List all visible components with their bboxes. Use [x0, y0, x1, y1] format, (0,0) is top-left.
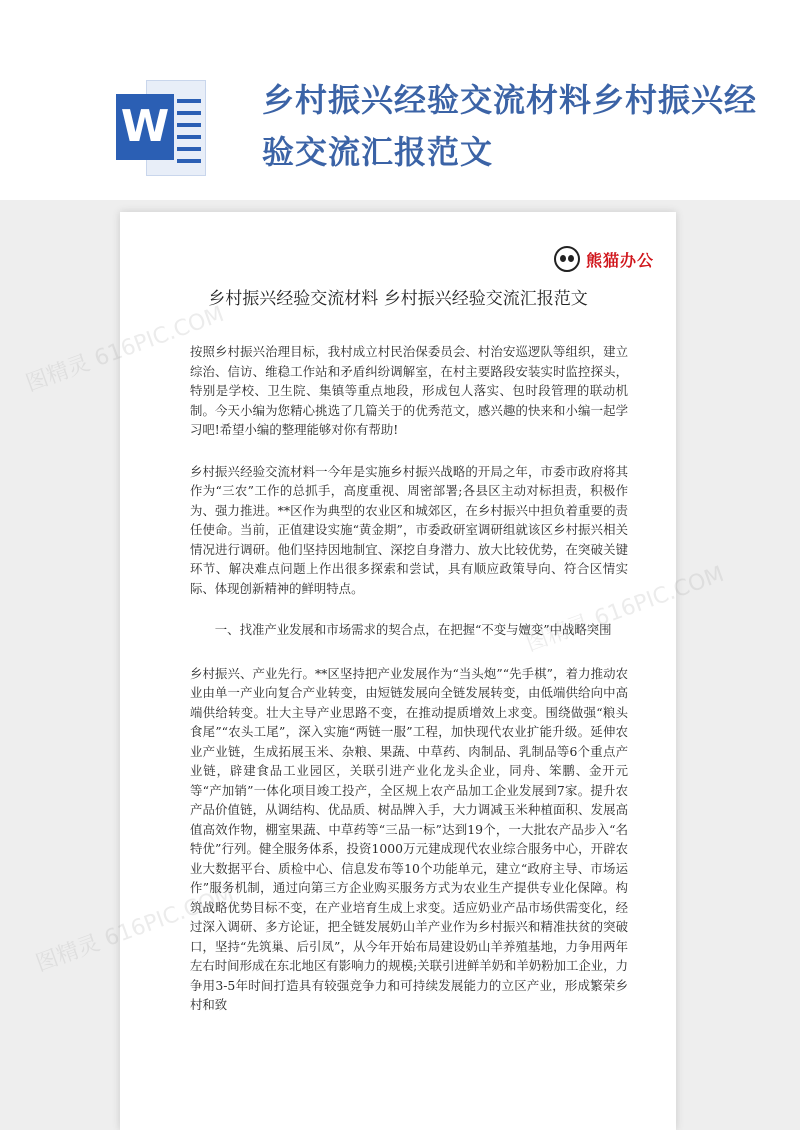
paragraph: 乡村振兴经验交流材料一今年是实施乡村振兴战略的开局之年，市委市政府将其作为“三农”工作的总抓手，高度重视、周密部署;各县区主动对标担责，积极作为、强力推进。**区作为典型的农业区和城郊区，在乡村振兴中担负着重要的责任使命。当前，正值建设实施“黄金期”，市委政研室调研组就该区乡村振兴相关情况进行调研。他们坚持因地制宜、深挖自身潜力、放大比较优势，在突破关键环节、解决难点问题上作出很多探索和尝试，具有顺应政策导向、符合区情实际、体现创新精神的鲜明特点。 — [190, 463, 628, 596]
panda-icon — [554, 246, 580, 272]
intro-paragraph: 按照乡村振兴治理目标，我村成立村民治保委员会、村治安巡逻队等组织，建立综治、信访、维稳工作站和矛盾纠纷调解室，在村主要路段安装实时监控探头，特别是学校、卫生院、集镇等重点地段，形成包人落实、包时段管理的联动机制。今天小编为您精心挑选了几篇关于的优秀范文，感兴趣的快来和小编一起学习吧!希望小编的整理能够对你有帮助! — [190, 344, 628, 437]
word-icon — [116, 80, 206, 176]
document-page: 图精灵 616PIC.COM 图精灵 616PIC.COM 图精灵 616PIC.COM 熊猫办公 乡村振兴经验交流材料 乡村振兴经验交流汇报范文 按照乡村振兴治理目标，我村成立村民治保委员会、村治安巡逻队等组织，建立综治、信访、维稳工作站和矛盾纠纷调解室，在村主要路段安装实时监控探头，特别是学校、卫生院、集镇等重点地段，形成包人落实、包时段管理的联动机制。今天小编为您精心挑选了几篇关于的优秀范文，感兴趣的快来和小编一起学习吧!希望小编的整理能够对你有帮助! 乡村振兴经验交流材料一今年是实施乡村振兴战略的开局之年，市委市政府将其作为“三农”工作的总抓手，高度重视、周密部署;各县区主动对标担责，积极作为、强力推进。**区作为典型的农业区和城郊区，在乡村振兴中担负着重要的责任使命。当前，正值建设实施“黄金期”，市委政研室调研组就该区乡村振兴相关情况进行调研。他们坚持因地制宜、深挖自身潜力、放大比较优势，在突破关键环节、解决难点问题上作出很多探索和尝试，具有顺应政策导向、符合区情实际、体现创新精神的鲜明特点。 一、找准产业发展和市场需求的契合点，在把握“不变与嬗变”中战略突围 乡村振兴、产业先行。**区坚持把产业发展作为“当头炮”“先手棋”，着力推动农业由单一产业向复合产业转变，由短链发展向全链发展转变，由低端供给向中高端供给转变。壮大主导产业思路不变，在推动提质增效上求变。围绕做强“粮头食尾”“农头工尾”，深入实施“两链一服”工程，加快现代农业扩能升级。延伸农业产业链，生成拓展玉米、杂粮、果蔬、中草药、肉制品、乳制品等6个重点产业链，辟建食品工业园区，关联引进产业化龙头企业，同舟、笨鹏、金开元等“产加销”一体化项目竣工投产，全区规上农产品加工企业发展到7家。提升农产品价值链，从调结构、优品质、树品牌入手，大力调减玉米种植面积、发展高值高效作物，棚室果蔬、中草药等“三品一标”达到19个，一大批农产品步入“名特优”行列。健全服务体系，投资1000万元建成现代农业综合服务中心，开辟农业大数据平台、质检中心、信息发布等10个功能单元，建立“政府主导、市场运作”服务机制，通过向第三方企业购买服务方式为农业生产提供专业化保障。构筑战略优势目标不变，在产业培育生成上求变。适应奶业产品市场供需变化，经过深入调研、多方论证，把全链发展奶山羊产业作为乡村振兴和精准扶贫的突破口，坚持“先筑巢、后引凤”，从今年开始布局建设奶山羊养殖基地，力争用两年左右时间形成在东北地区有影响力的规模;关联引进鲜羊奶和羊奶粉加工企业，力争用3-5年时间打造具有较强竞争力和可持续发展能力的立区产业，形成繁荣乡村和致 — [120, 212, 676, 1130]
brand-name: 熊猫办公 — [585, 250, 654, 270]
banner-title: 乡村振兴经验交流材料乡村振兴经验交流汇报范文 — [262, 81, 758, 171]
paragraph: 乡村振兴、产业先行。**区坚持把产业发展作为“当头炮”“先手棋”，着力推动农业由单一产业向复合产业转变，由短链发展向全链发展转变，由低端供给向中高端供给转变。壮大主导产业思路不变，在推动提质增效上求变。围绕做强“粮头食尾”“农头工尾”，深入实施“两链一服”工程，加快现代农业扩能升级。延伸农业产业链，生成拓展玉米、杂粮、果蔬、中草药、肉制品、乳制品等6个重点产业链，辟建食品工业园区，关联引进产业化龙头企业，同舟、笨鹏、金开元等“产加销”一体化项目竣工投产，全区规上农产品加工企业发展到7家。提升农产品价值链，从调结构、优品质、树品牌入手，大力调减玉米种植面积、发展高值高效作物，棚室果蔬、中草药等“三品一标”达到19个，一大批农产品步入“名特优”行列。健全服务体系，投资1000万元建成现代农业综合服务中心，开辟农业大数据平台、质检中心、信息发布等10个功能单元，建立“政府主导、市场运作”服务机制，通过向第三方企业购买服务方式为农业生产提供专业化保障。构筑战略优势目标不变，在产业培育生成上求变。适应奶业产品市场供需变化，经过深入调研、多方论证，把全链发展奶山羊产业作为乡村振兴和精准扶贫的突破口，坚持“先筑巢、后引凤”，从今年开始布局建设奶山羊养殖基地，力争用两年左右时间形成在东北地区有影响力的规模;关联引进鲜羊奶和羊奶粉加工企业，力争用3-5年时间打造具有较强竞争力和可持续发展能力的立区产业，形成繁荣乡村和致 — [190, 665, 628, 1012]
document-body — [190, 342, 628, 1037]
banner — [0, 0, 800, 200]
brand-logo — [554, 246, 654, 272]
section-heading: 一、找准产业发展和市场需求的契合点，在把握“不变与嬗变”中战略突围 — [214, 622, 612, 637]
word-letter: W — [116, 94, 174, 160]
document-title: 乡村振兴经验交流材料 乡村振兴经验交流汇报范文 — [208, 289, 588, 309]
